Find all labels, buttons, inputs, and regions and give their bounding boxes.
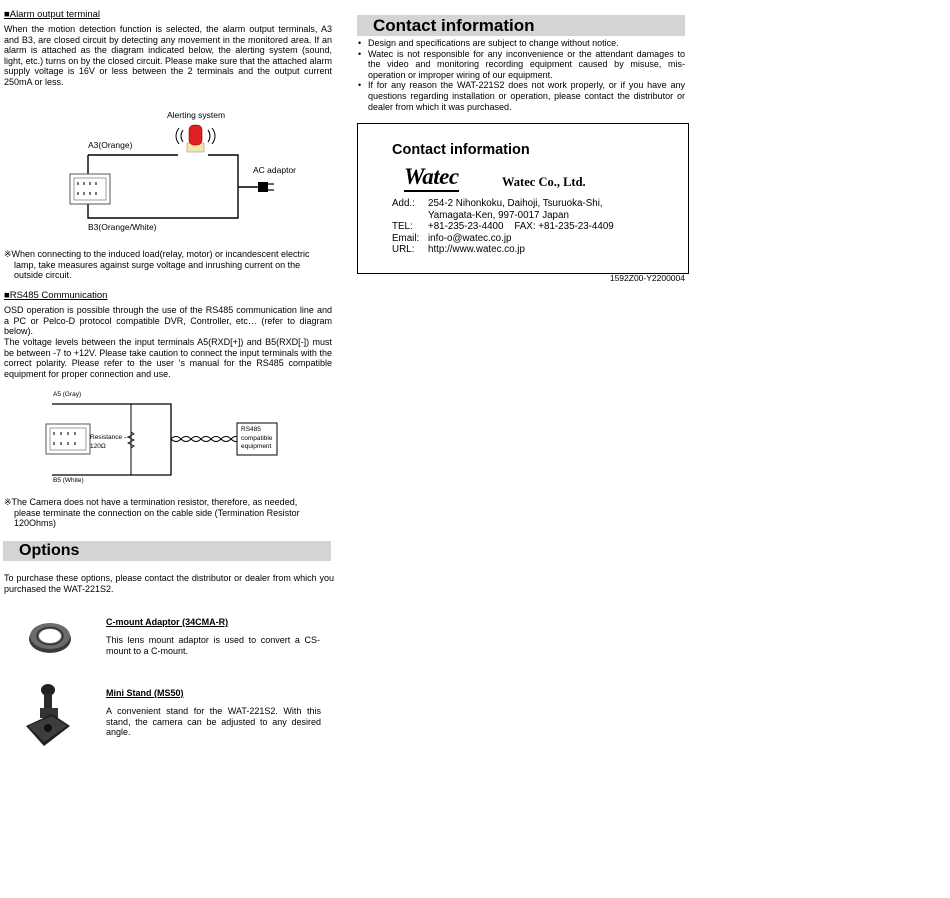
rs485-body-1: OSD operation is possible through the use of the RS485 communication line and a PC or Pelco-D protocol compatible DVR, Controller, etc… (refer to diagram below). [4,305,332,337]
c-mount-adaptor-title: C-mount Adaptor (34CMA-R) [106,617,229,627]
mini-stand-desc: A convenient stand for the WAT-221S2. With this stand, the camera can be adjusted to any desired angle. [106,706,321,738]
alarm-diagram [60,105,310,240]
url-label: URL: [392,244,415,255]
a3-label: A3(Orange) [88,140,133,150]
a5-label: A5 (Gray) [53,391,82,398]
tel-fax-value: +81-235-23-4400 FAX: +81-235-23-4409 [428,221,614,232]
notice-item: • If for any reason the WAT-221S2 does not work properly, or if you have any questions regarding installation or operation, please contact the distributor or dealer from which it was purchased. [358,80,685,112]
rs485-body-2: The voltage levels between the input terminals A5(RXD[+]) and B5(RXD[-]) must be between -7 to +12V. Please take caution to connect the input terminals with the correct polarity. Please refer to the user 's manual for the RS485 compatible equipment for proper connection and use. [4,337,332,379]
alarm-note: ※When connecting to the induced load(relay, motor) or incandescent electric lamp, take measures against surge voltage and inrushing current on the outside circuit. [4,249,310,281]
address-row-2 [392,210,682,222]
document-code: 1592Z00-Y2200004 [609,273,685,283]
notice-list [358,38,685,112]
ohm-label: 120Ω [90,443,106,450]
options-heading: Options [3,541,331,561]
rs485-equipment-label: RS485 compatible equipment [241,426,273,450]
tel-row [392,221,682,233]
c-mount-adaptor-image [27,617,73,655]
address-label: Add.: [392,198,415,209]
email-row [392,233,682,245]
resistance-label: Resistance --- [90,434,131,441]
notice-item: • Watec is not responsible for any inconvenience or the attendant damages to the video and monitoring recording equipment caused by misuse, mis-operation or improper wiring of our equipment. [358,49,685,81]
url-row [392,244,682,256]
contact-box [357,123,689,274]
rs485-note: ※The Camera does not have a termination resistor, therefore, as needed, please terminate the connection on the cable side (Termination Resistor 120Ohms) [4,497,300,529]
watec-logo: Watec [404,164,459,192]
mini-stand-title: Mini Stand (MS50) [106,688,184,698]
address-row [392,198,682,210]
c-mount-adaptor-desc: This lens mount adaptor is used to convert a CS-mount to a C-mount. [106,635,320,656]
contact-heading: Contact information [357,15,685,36]
rs485-diagram [44,388,284,488]
options-intro: To purchase these options, please contact the distributor or dealer from which you purchased the WAT-221S2. [4,573,334,594]
company-name: Watec Co., Ltd. [502,175,586,189]
address-line-2: Yamagata-Ken, 997-0017 Japan [428,209,569,221]
contact-details [392,198,682,256]
url-link[interactable]: http://www.watec.co.jp [428,244,525,255]
rs485-section-title: ■RS485 Communication [4,290,108,301]
alerting-system-label: Alerting system [167,110,226,120]
ac-adaptor-label: AC adaptor [253,165,296,175]
contact-box-title: Contact information [392,142,530,158]
b5-label: B5 (White) [53,477,84,484]
tel-label: TEL: [392,221,413,232]
notice-item: • Design and specifications are subject to change without notice. [358,38,685,49]
address-line-1: 254-2 Nihonkoku, Daihoji, Tsuruoka-Shi, [428,198,603,209]
alarm-section-title: ■Alarm output terminal [4,9,101,20]
alarm-body: When the motion detection function is selected, the alarm output terminals, A3 and B3, are closed circuit by detecting any movement in the monitored area. If an alarm is attached as the diagram indicated below, the alerting system (sound, light, etc.) turns on by the closed circuit. Please make sure that the attached alarm supply voltage is 16V or less between the 2 terminals and the output current 250mA or less. [4,24,332,87]
email-label: Email: [392,232,420,244]
mini-stand-image [22,682,72,748]
email-link[interactable]: info-o@watec.co.jp [428,232,512,244]
b3-label: B3(Orange/White) [88,222,157,232]
